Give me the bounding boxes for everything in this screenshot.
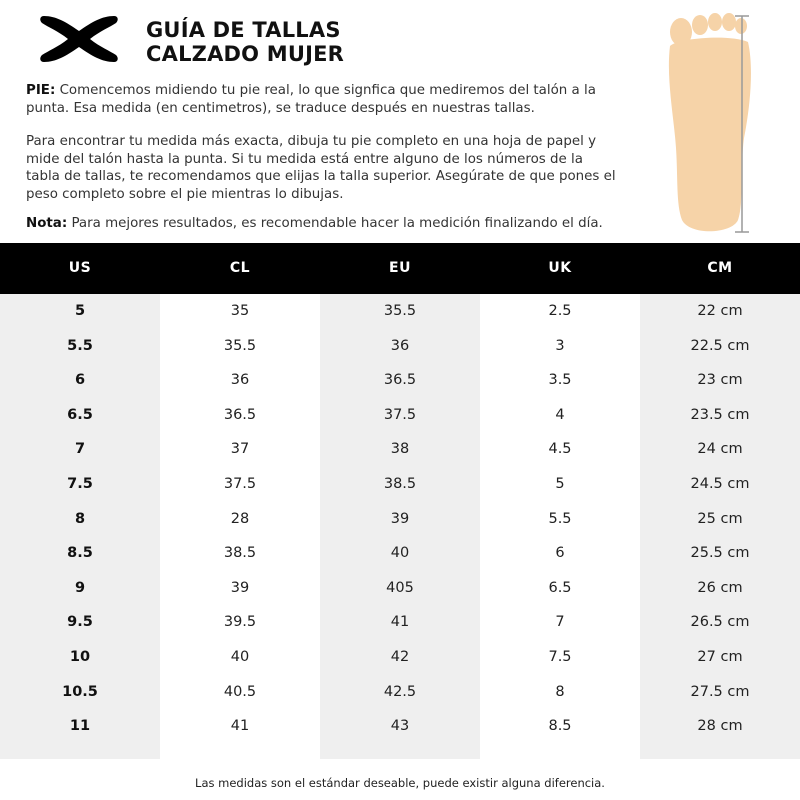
header-cm: CM bbox=[707, 260, 733, 276]
cell-eu: 36 bbox=[390, 337, 410, 354]
table-row bbox=[0, 432, 800, 467]
table-row bbox=[0, 571, 800, 606]
cell-uk: 6.5 bbox=[548, 579, 572, 596]
footer-note: Las medidas son el estándar deseable, puede existir alguna diferencia. bbox=[195, 776, 605, 790]
cell-uk: 8 bbox=[555, 683, 565, 700]
cell-cm: 26 cm bbox=[697, 579, 743, 596]
cell-us: 9.5 bbox=[67, 614, 93, 631]
cell-uk: 3 bbox=[555, 337, 565, 354]
cell-us: 10.5 bbox=[62, 683, 98, 700]
cell-eu: 43 bbox=[390, 718, 410, 735]
cell-cm: 23 cm bbox=[697, 372, 743, 389]
cell-eu: 35.5 bbox=[383, 303, 417, 319]
cell-cl: 35.5 bbox=[223, 337, 257, 354]
cell-cl: 39 bbox=[230, 579, 250, 596]
cell-cl: 28 bbox=[230, 510, 250, 527]
cell-eu: 41 bbox=[390, 614, 410, 631]
table-row bbox=[0, 294, 800, 329]
intro-text-note: Para mejores resultados, es recomendable hacer la medición finalizando el día. bbox=[67, 216, 603, 231]
title-line-2: CALZADO MUJER bbox=[146, 42, 344, 66]
cell-cm: 27 cm bbox=[697, 649, 743, 665]
intro-label-pie: PIE: bbox=[26, 83, 56, 98]
cell-cl: 35 bbox=[230, 303, 250, 319]
cell-uk: 5.5 bbox=[548, 510, 572, 527]
cell-uk: 6 bbox=[555, 545, 565, 562]
cell-eu: 39 bbox=[390, 510, 410, 527]
cell-cl: 41 bbox=[230, 718, 250, 735]
cell-us: 11 bbox=[69, 718, 91, 735]
cell-cm: 27.5 cm bbox=[690, 683, 750, 700]
cell-cm: 23.5 cm bbox=[690, 406, 750, 423]
table-header bbox=[0, 243, 800, 294]
table-row bbox=[0, 605, 800, 640]
cell-eu: 36.5 bbox=[383, 372, 417, 389]
cell-us: 9 bbox=[74, 579, 86, 596]
cell-eu: 38.5 bbox=[383, 476, 417, 492]
cell-cm: 28 cm bbox=[697, 718, 743, 735]
header-us: US bbox=[68, 260, 92, 276]
header-eu: EU bbox=[389, 260, 411, 276]
cell-cm: 26.5 cm bbox=[690, 614, 750, 631]
cell-us: 6 bbox=[74, 372, 86, 389]
cell-cl: 36 bbox=[230, 372, 250, 389]
cell-us: 8 bbox=[74, 510, 86, 527]
cell-cm: 22.5 cm bbox=[690, 337, 750, 354]
table-row bbox=[0, 467, 800, 502]
cell-uk: 4.5 bbox=[548, 441, 572, 458]
cell-cl: 37 bbox=[230, 441, 250, 458]
cell-uk: 4 bbox=[555, 406, 565, 423]
cell-eu: 37.5 bbox=[383, 406, 417, 423]
cell-uk: 5 bbox=[555, 476, 565, 492]
cell-us: 7 bbox=[74, 441, 86, 458]
cell-uk: 7 bbox=[555, 614, 565, 631]
cell-cl: 37.5 bbox=[223, 476, 257, 492]
cell-uk: 2.5 bbox=[548, 303, 572, 319]
cell-eu: 42.5 bbox=[383, 683, 417, 700]
cell-us: 6.5 bbox=[67, 406, 93, 423]
table-row bbox=[0, 675, 800, 710]
foot-measure-illustration bbox=[650, 8, 780, 238]
intro-text-measure: Para encontrar tu medida más exacta, dibuja tu pie completo en una hoja de papel y mide del talón hasta la punta. Si tu medida está entre alguno de los números de la tabla de tallas, te recomendamos que elijas la talla superior. Asegúrate de que pones el peso completo sobre el pie mientras lo dibujas. bbox=[26, 134, 616, 202]
cell-us: 8.5 bbox=[67, 545, 93, 562]
table-row bbox=[0, 709, 800, 744]
intro-label-nota: Nota: bbox=[26, 216, 68, 231]
cell-eu: 38 bbox=[390, 441, 410, 458]
cell-eu: 405 bbox=[386, 579, 414, 596]
header-uk: UK bbox=[548, 260, 572, 276]
intro-paragraph-measure bbox=[26, 133, 616, 203]
header-cl: CL bbox=[229, 260, 251, 276]
cell-uk: 3.5 bbox=[548, 372, 572, 389]
cell-cl: 40 bbox=[230, 649, 250, 665]
cell-cm: 24 cm bbox=[697, 441, 743, 458]
table-row bbox=[0, 502, 800, 537]
cell-us: 5.5 bbox=[67, 337, 93, 354]
intro-paragraph-note bbox=[26, 215, 616, 233]
cell-eu: 42 bbox=[390, 649, 410, 665]
cell-uk: 7.5 bbox=[548, 649, 572, 665]
cell-cm: 25 cm bbox=[697, 510, 743, 527]
cell-cl: 40.5 bbox=[223, 683, 257, 700]
table-row bbox=[0, 329, 800, 364]
cell-cm: 24.5 cm bbox=[690, 476, 750, 492]
cell-cl: 38.5 bbox=[223, 545, 257, 562]
intro-text-foot: Comencemos midiendo tu pie real, lo que signfica que mediremos del talón a la punta. Esa medida (en centimetros), se traduce después en nuestras tallas. bbox=[26, 83, 596, 116]
table-row bbox=[0, 640, 800, 675]
intro-paragraph-foot bbox=[26, 82, 616, 117]
table-row bbox=[0, 363, 800, 398]
cell-eu: 40 bbox=[390, 545, 410, 562]
cell-us: 10 bbox=[69, 649, 91, 665]
cell-cl: 39.5 bbox=[223, 614, 257, 631]
page-title bbox=[146, 18, 344, 66]
cell-cm: 22 cm bbox=[697, 303, 743, 319]
table-row bbox=[0, 536, 800, 571]
table-row bbox=[0, 398, 800, 433]
cell-uk: 8.5 bbox=[548, 718, 572, 735]
title-line-1: GUÍA DE TALLAS bbox=[146, 18, 341, 42]
cell-cl: 36.5 bbox=[223, 406, 257, 423]
cell-us: 5 bbox=[74, 303, 86, 319]
cell-cm: 25.5 cm bbox=[690, 545, 750, 562]
cell-us: 7.5 bbox=[67, 476, 93, 492]
size-table bbox=[0, 243, 800, 759]
under-armour-logo bbox=[38, 14, 120, 64]
